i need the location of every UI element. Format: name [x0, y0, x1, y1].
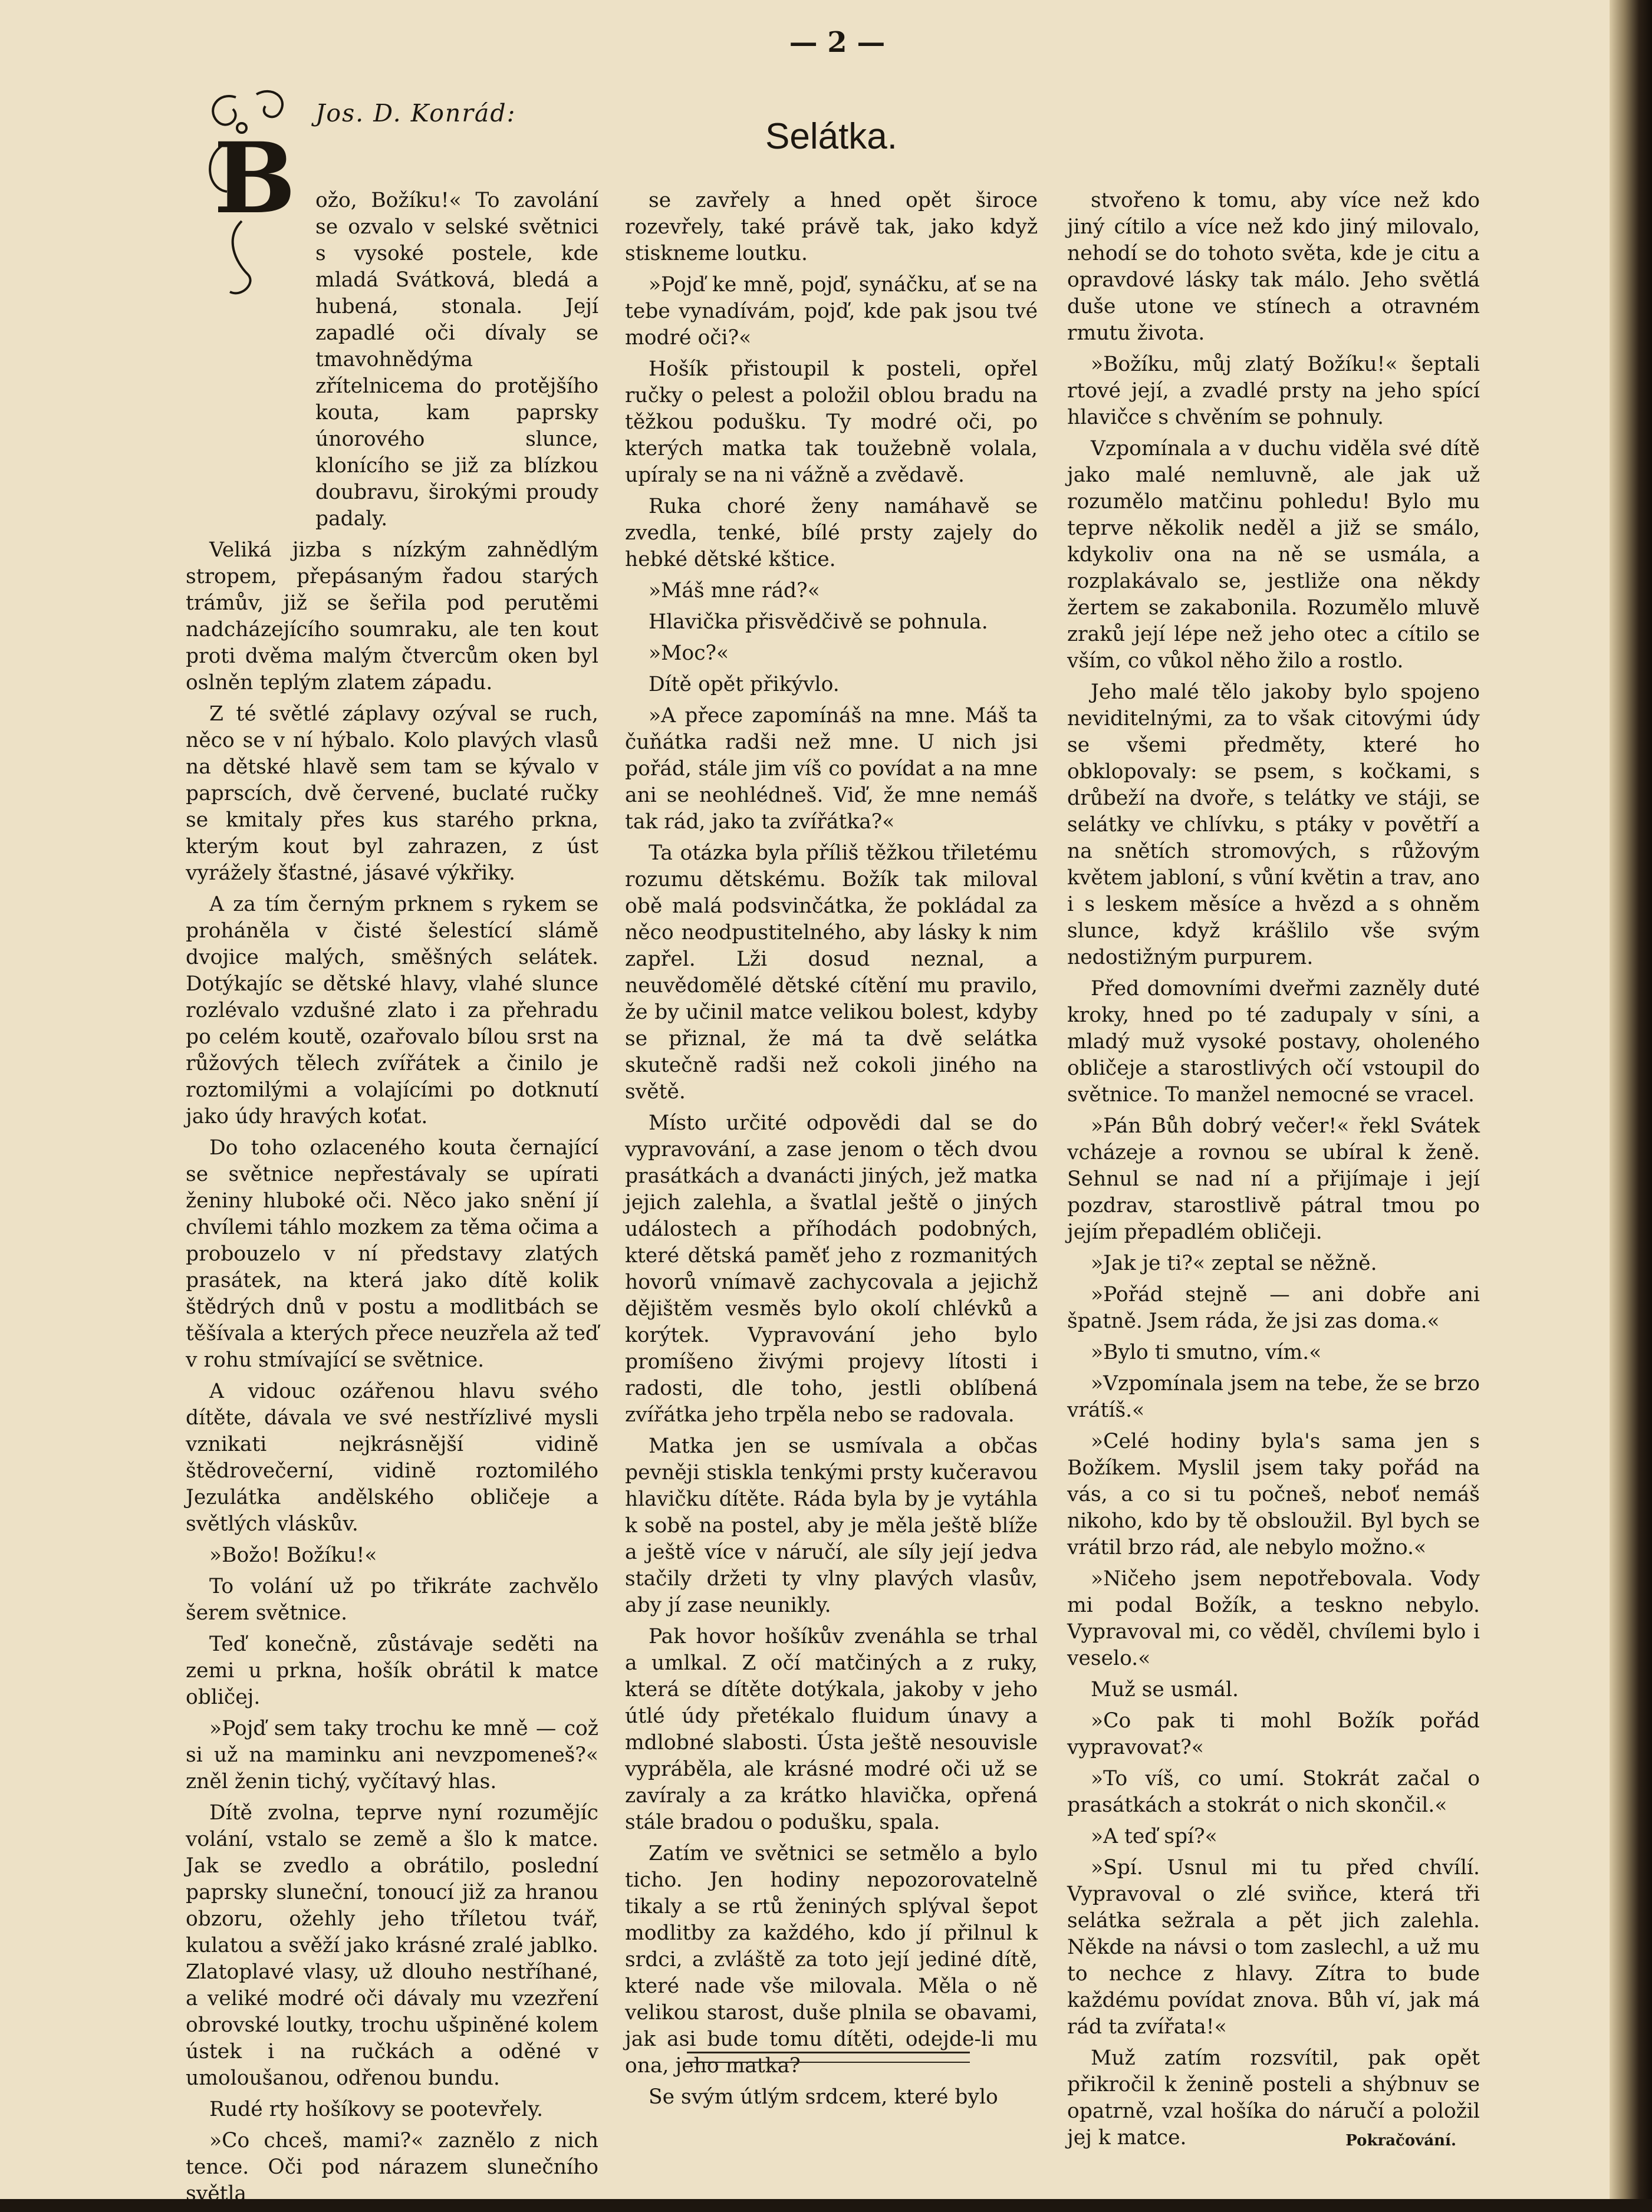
page-number: — 2 — [789, 26, 886, 59]
paragraph: A za tím černým prknem s rykem se proháněla v čisté šelestící slámě dvojice malých, směšných selátek. Dotýkajíc se dětské hlavy, vlahé slunce rozlévalo vzdušné zlato i za přehradu po celém koutě, ozařovalo bílou srst na růžových tělech zvířátek a činilo je roztomilými a volajícími po dotknutí jako údy hravých koťat. [186, 893, 598, 1128]
paragraph: Do toho ozlaceného kouta černající se světnice nepřestávaly se upírati ženiny hluboké oči. Něco jako snění jí chvílemi táhlo mozkem za těma očima a probouzelo v ní představy zlatých prasátek, na která jako dítě kolik štědrých dnů v postu a modlitbách se těšívala a kterých přece neuzřela až teď v rohu stmívající se světnice. [186, 1136, 598, 1372]
paragraph: »A teď spí?« [1091, 1825, 1217, 1848]
paragraph: Se svým útlým srdcem, které bylo [649, 2085, 998, 2109]
paragraph: »Spí. Usnul mi tu před chvílí. Vypravoval o zlé sviňce, která tři selátka sežrala a pět jich zalehla. Někde na návsi o tom zaslechl, a už mu to nechce z hlavy. Zítra to bude každému povídat znova. Bůh ví, jak má rád ta zvířata!« [1067, 1856, 1480, 2039]
paragraph: Teď konečně, zůstávaje seděti na zemi u prkna, hošík obrátil k matce obličej. [186, 1632, 598, 1709]
paragraph: Hlavička přisvědčivě se pohnula. [649, 610, 988, 634]
paragraph: »Bylo ti smutno, vím.« [1091, 1341, 1322, 1364]
paragraph: »Celé hodiny byla's sama jen s Božíkem. Myslil jsem taky pořád na vás, a co si tu počneš, neboť nemáš nikoho, kdo by tě obsloužil. Byl bych se vrátil brzo rád, ale nebylo možno.« [1067, 1430, 1480, 1559]
text-column-3 [1067, 187, 1480, 2154]
paragraph: stvořeno k tomu, aby více než kdo jiný cítilo a více než kdo jiný milovalo, nehodí se do tohoto světa, kde je citu a opravdové lásky tak málo. Jeho světlá duše utone ve stínech a otravném rmutu života. [1067, 189, 1480, 345]
paragraph: »Máš mne rád?« [649, 579, 820, 603]
end-rule [687, 2052, 970, 2063]
paragraph: Muž se usmál. [1091, 1678, 1239, 1701]
paragraph: Hošík přistoupil k posteli, opřel ručky o pelest a položil oblou bradu na těžkou podušku. Ty modré oči, po kterých matka tak toužebně volala, upíraly se na ni vážně a zvědavě. [625, 357, 1038, 487]
paragraph: Rudé rty hošíkovy se pootevřely. [209, 2098, 544, 2121]
article-title: Selátka. [765, 116, 898, 157]
book-spine [1610, 0, 1652, 2199]
paragraph: »Pojď ke mně, pojď, synáčku, ať se na tebe vynadívám, pojď, kde pak jsou tvé modré oči?« [625, 273, 1038, 350]
paragraph: »To víš, co umí. Stokrát začal o prasátkách a stokrát o nich skončil.« [1067, 1767, 1480, 1817]
paragraph: »Co chceš, mami?« zaznělo z nich tence. Oči pod nárazem slunečního světla [186, 2129, 598, 2206]
paragraph: Zatím ve světnici se setmělo a bylo ticho. Jen hodiny nepozorovatelně tikaly a se rtů ženiných splýval šepot modlitby za každého, kdo jí přilnul k srdci, a zvláště za toto její jediné dítě, které nade vše milovala. Měla o ně velikou starost, duše plnila se obavami, jak asi bude tomu dítěti, odejde-li mu ona, jeho matka? [625, 1842, 1038, 2078]
paragraph: To volání už po třikráte zachvělo šerem světnice. [186, 1575, 598, 1625]
paragraph: Dítě zvolna, teprve nyní rozumějíc volání, vstalo se země a šlo k matce. Jak se zvedlo a obrátilo, poslední paprsky sluneční, tonoucí již za hranou obzoru, ožehly jeho tříletou tvář, kulatou a svěží jako krásné zralé jablko. Zlatoplavé vlasy, už dlouho nestříhané, a veliké modré oči dávaly mu vzezření obrovské loutky, trochu ušpiněné kolem ústek i na ručkách a oděné v umoloušanou, odřenou bundu. [186, 1801, 598, 2090]
paragraph: »Moc?« [649, 641, 729, 665]
paragraph: »A přece zapomínáš na mne. Máš ta čuňátka radši než mne. U nich jsi pořád, stále jim víš co povídat a na mne ani se neohlédneš. Viď, že mne nemáš tak rád, jako ta zvířátka?« [625, 704, 1038, 834]
paragraph: Ta otázka byla příliš těžkou třiletému rozumu dětskému. Božík tak miloval obě malá podsvinčátka, že pokládal za něco neodpustitelného, aby lásky k nim zapřel. Lži dosud neznal, a neuvědomělé dětské cítění mu pravilo, že by učinil matce velikou bolest, kdyby se přiznal, že má ta dvě selátka skutečně radši než cokoli jiného na světě. [625, 841, 1038, 1104]
author-name: Jos. D. Konrád: [315, 99, 516, 127]
paragraph: »Jak je ti?« zeptal se něžně. [1091, 1252, 1377, 1275]
paragraph: Pak hovor hošíkův zvenáhla se trhal a umlkal. Z očí matčiných a z ruky, která se dítěte dotýkala, jakoby v jeho útlé údy přetékalo fluidum únavy a mdlobné slabosti. Ústa ještě nesouvisle vypráběla, ale krásné modré oči už se zavíraly a za krátko hlavička, opřená stále bradou o podušku, spala. [625, 1625, 1038, 1834]
paragraph: »Pán Bůh dobrý večer!« řekl Svátek vcházeje a rovnou se ubíral k ženě. Sehnul se nad ní a přijímaje i její pozdrav, starostlivě pátral tmou po jejím přepadlém obličeji. [1067, 1114, 1480, 1244]
paragraph: »Pojď sem taky trochu ke mně — což si už na maminku ani nevzpomeneš?« zněl ženin tichý, vyčítavý hlas. [186, 1717, 598, 1793]
continued-note: Pokračování. [1345, 2132, 1456, 2150]
paragraph: Místo určité odpovědi dal se do vypravování, a zase jenom o těch dvou prasátkách a dvanácti jiných, jež matka jejich zalehla, a švatlal ještě o jiných událostech a příhodách podobných, které dětská paměť jeho z rozmanitých hovorů vnímavě zachycovala a jejichž dějištěm vesměs bylo okolí chlévků a korýtek. Vypravování jeho bylo promíšeno živými projevy lítosti i radosti, dle toho, jestli oblíbená zvířátka jeho trpěla nebo se radovala. [625, 1111, 1038, 1427]
ornament-scroll-right [256, 91, 282, 117]
paragraph: Veliká jizba s nízkým zahnědlým stropem, přepásaným řadou starých trámův, již se šeřila pod perutěmi nadcházejícího soumraku, ale ten kout proti dvěma malým čtvercům oken byl oslněn teplým zlatem západu. [186, 538, 598, 694]
paragraph: »Co pak ti mohl Božík pořád vypravovat?« [1067, 1709, 1480, 1759]
paragraph: »Božo! Božíku!« [209, 1543, 377, 1567]
text-column-2 [625, 187, 1038, 2115]
paragraph: A vidouc ozářenou hlavu svého dítěte, dávala ve své nestřízlivé mysli vznikati nejkrásnější vidině štědrovečerní, vidině roztomilého Jezulátka andělského obličeje a světlých vláskův. [186, 1380, 598, 1536]
paragraph: Vzpomínala a v duchu viděla své dítě jako malé nemluvně, ale jak už rozumělo matčinu pohledu! Bylo mu teprve několik neděl a již se smálo, kdykoliv ona na ně se usmála, a rozplakávalo se, jestliže ona někdy žertem se zakabonila. Rozumělo mluvě zraků její lépe než jeho otec a cítilo se vším, co vůkol něho žilo a rostlo. [1067, 437, 1480, 673]
text-column-1 [186, 187, 598, 2212]
paragraph: se zavřely a hned opět široce rozevřely, také právě tak, jako když stiskneme loutku. [625, 189, 1038, 265]
paragraph: ožo, Božíku!« To zavolání se ozvalo v selské světnici s vysoké postele, kde mladá Svátková, bledá a hubená, stonala. Její zapadlé oči dívaly se tmavohnědýma zřítelnicema do protějšího kouta, kam paprsky únorového slunce, klonícího se již za blízkou doubravu, širokými proudy padaly. [315, 189, 598, 531]
paragraph: Před domovními dveřmi zazněly duté kroky, hned po té zadupaly v síni, a mladý muž vysoké postavy, oholeného obličeje a starostlivých očí vstoupil do světnice. To manžel nemocné se vracel. [1067, 977, 1480, 1107]
paragraph: Matka jen se usmívala a občas pevněji stiskla tenkými prsty kučeravou hlavičku dítěte. Ráda byla by je vytáhla k sobě na postel, aby je měla ještě blíže a ještě více v náručí, ale síly její jedva stačily držeti ty vlny plavých vlasův, aby jí zase neunikly. [625, 1434, 1038, 1617]
paragraph: Ruka choré ženy namáhavě se zvedla, tenké, bílé prsty zajely do hebké dětské kštice. [625, 495, 1038, 571]
paragraph: »Vzpomínala jsem na tebe, že se brzo vrátíš.« [1067, 1372, 1480, 1422]
initial-letter: B [213, 121, 296, 235]
paragraph: »Ničeho jsem nepotřebovala. Vody mi podal Božík, a teskno nebylo. Vypravoval mi, co věděl, chvílemi bylo i veselo.« [1067, 1567, 1480, 1670]
paragraph: »Božíku, můj zlatý Božíku!« šeptali rtové její, a zvadlé prsty na jeho spící hlavičce s chvěním se pohnuly. [1067, 353, 1480, 429]
paragraph: Dítě opět přikývlo. [649, 673, 840, 696]
paragraph: Z té světlé záplavy ozýval se ruch, něco se v ní hýbalo. Kolo plavých vlasů na dětské hlavě sem tam se kývalo v paprscích, dvě červené, buclaté ručky se kmitaly přes kus starého prkna, kterým kout byl zahrazen, z úst vyrážely šťastné, jásavé výkřiky. [186, 702, 598, 885]
paragraph: »Pořád stejně — ani dobře ani špatně. Jsem ráda, že jsi zas doma.« [1067, 1283, 1480, 1333]
paragraph: Muž zatím rozsvítil, pak opět přikročil k ženině posteli a shýbnuv se opatrně, vzal hošíka do náručí a položil jej k matce. [1067, 2046, 1480, 2150]
paragraph: Jeho malé tělo jakoby bylo spojeno neviditelnými, za to však citovými údy se všemi předměty, které ho obklopovaly: se psem, s kočkami, s drůbeží na dvoře, s telátky ve stáji, se selátky ve chlívku, s ptáky v povětří a na snětích stromových, s růžovým květem jabloní, s vůní květin a trav, ano i s leskem měsíce a hvězd a s ohněm slunce, když krášlilo vše svým nedostižným purpurem. [1067, 680, 1480, 969]
